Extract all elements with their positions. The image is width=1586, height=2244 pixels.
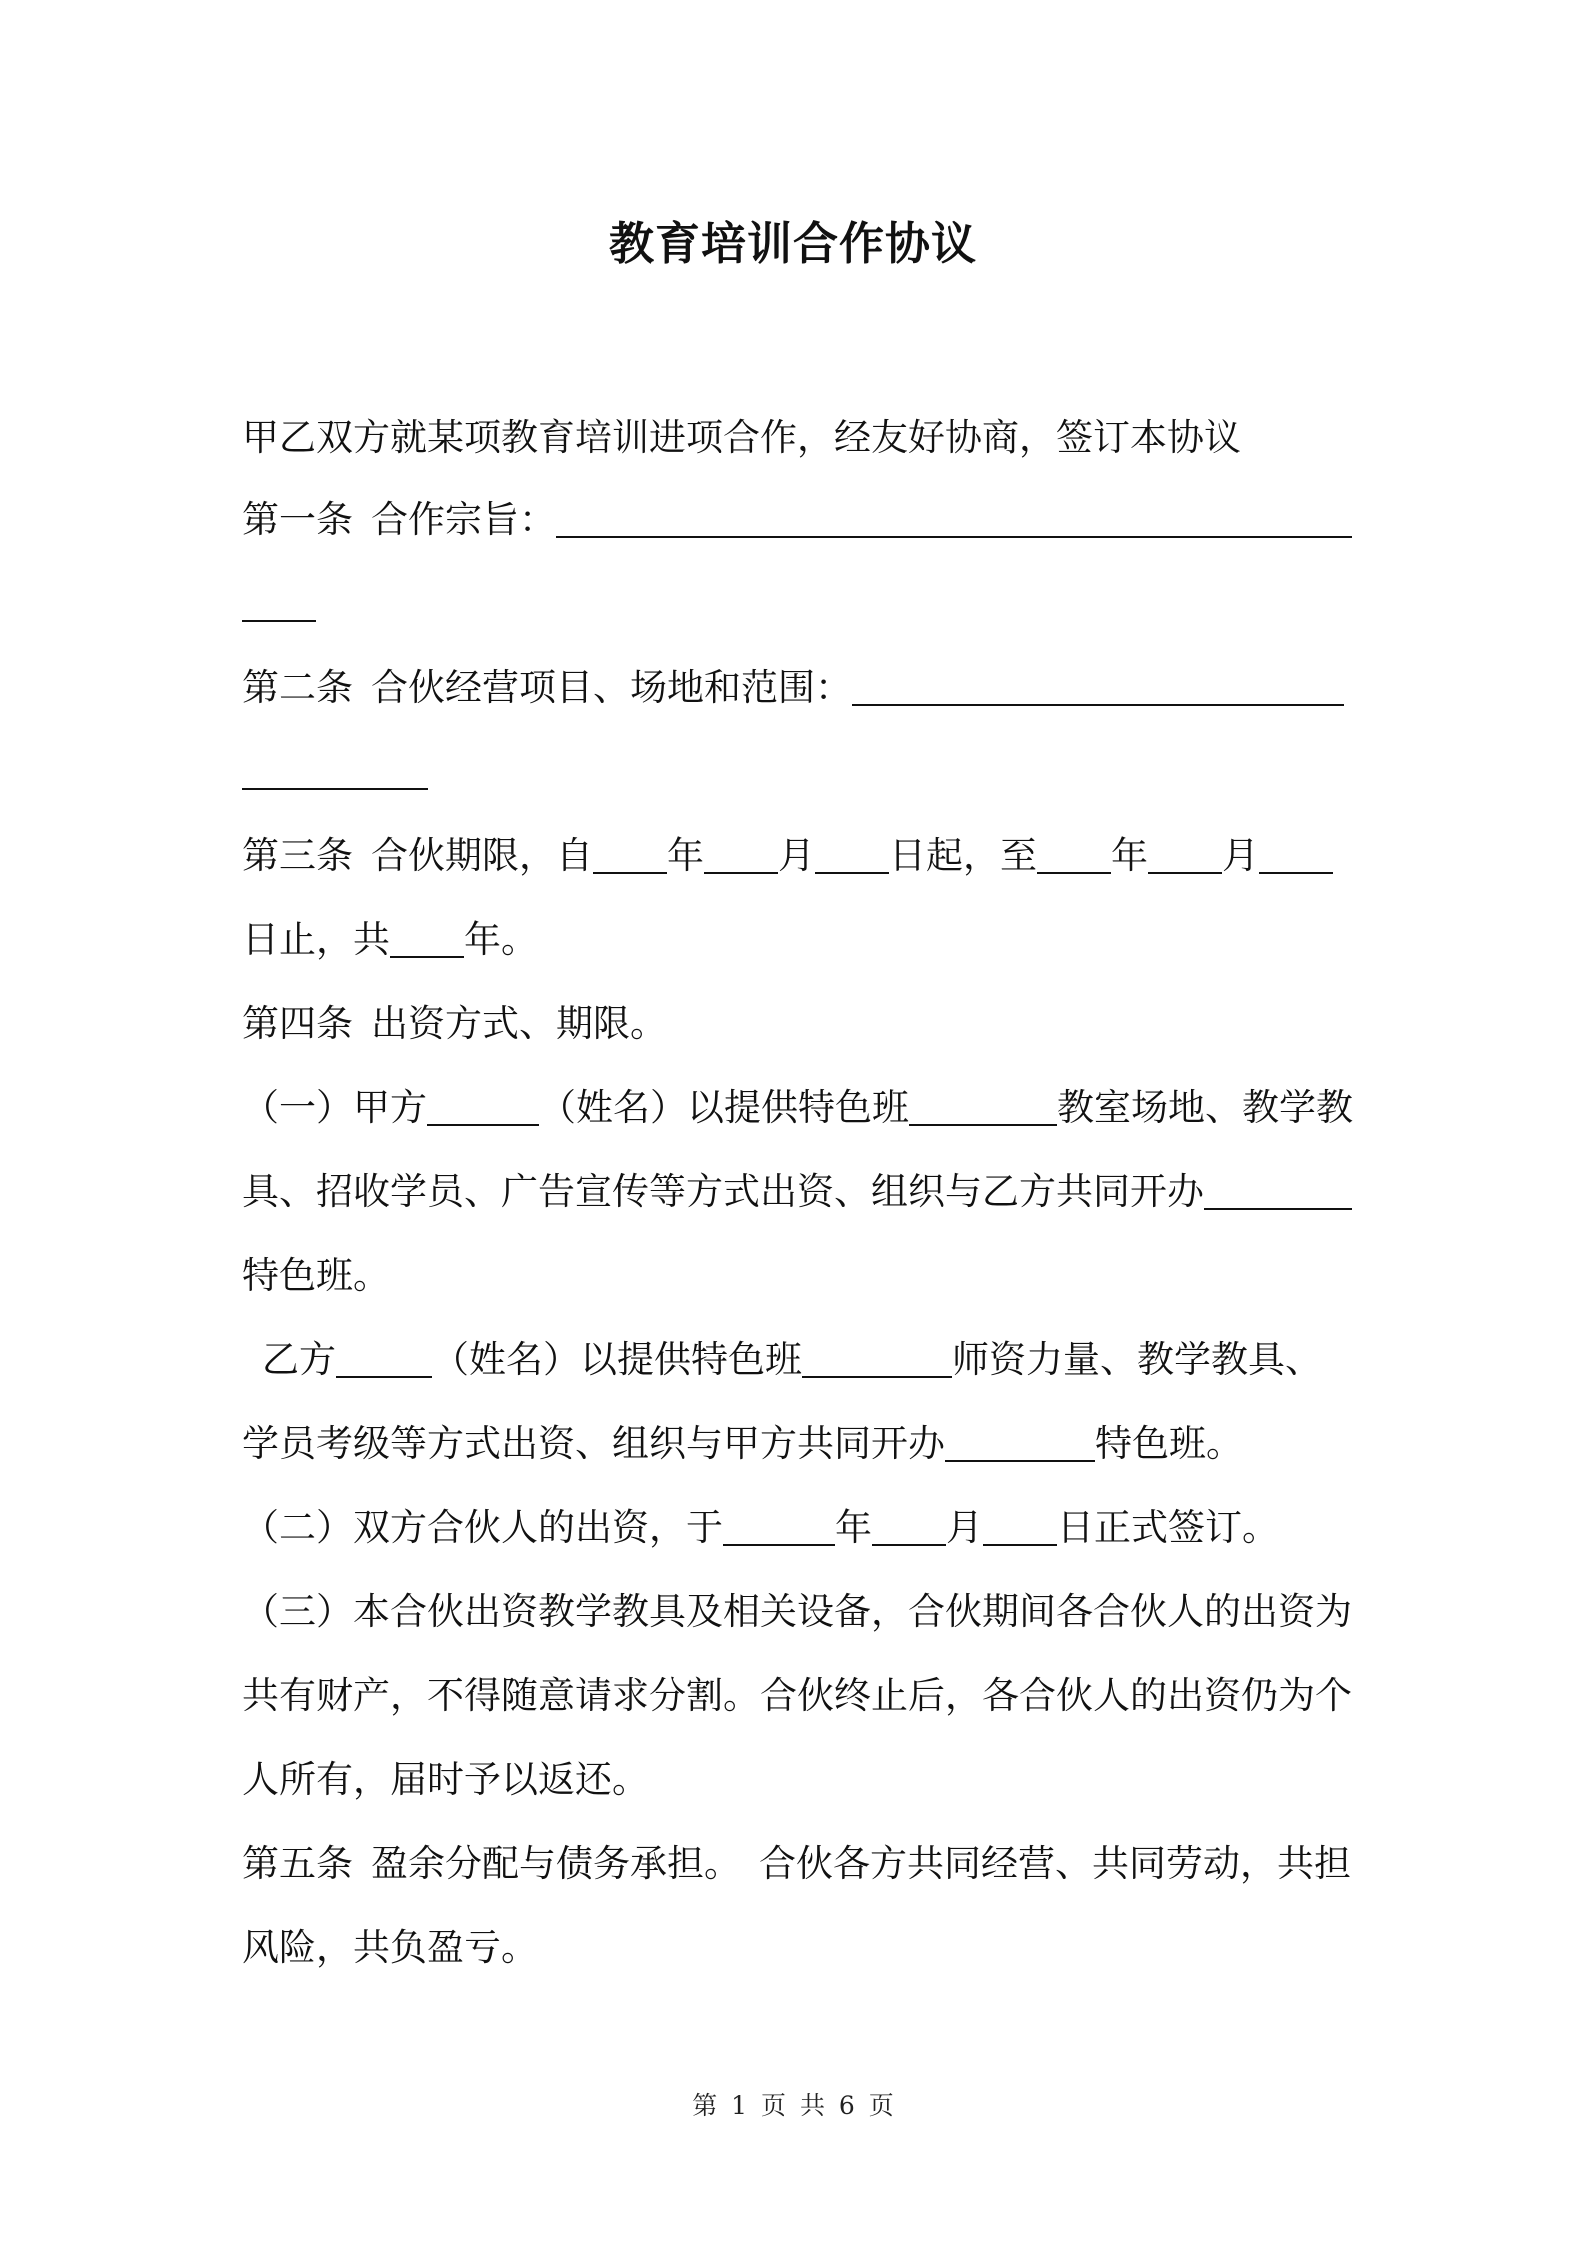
blank-line xyxy=(852,664,1344,706)
item-3-line-1: （三）本合伙出资教学教具及相关设备，合伙期间各合伙人的出资为 xyxy=(242,1590,1352,1633)
article-4-text: 出资方式、期限。 xyxy=(371,1002,667,1045)
total-pages-number: 6 xyxy=(838,2091,855,2120)
article-5-label: 第五条 xyxy=(242,1842,353,1885)
end-day-text: 日止，共 xyxy=(242,918,390,961)
blank-line xyxy=(704,832,778,874)
article-3 xyxy=(242,830,1362,882)
article-1-text: 合作宗旨： xyxy=(371,498,556,541)
blank-line xyxy=(1148,832,1222,874)
blank-line xyxy=(593,832,667,874)
blank-line xyxy=(1037,832,1111,874)
party-b-resources: 师资力量、教学教具、 xyxy=(952,1338,1322,1381)
article-4-party-b xyxy=(262,1334,1382,1386)
item-2-year: 年 xyxy=(835,1506,872,1549)
article-5-text-3: 风险，共负盈亏。 xyxy=(242,1926,538,1969)
item-3-line-3: 人所有，届时予以返还。 xyxy=(242,1758,649,1801)
article-2-text: 合伙经营项目、场地和范围： xyxy=(371,666,852,709)
blank-line xyxy=(983,1504,1057,1546)
party-b-name: （姓名）以提供特色班 xyxy=(432,1338,802,1381)
article-3-label: 第三条 xyxy=(242,834,353,877)
article-5-text-2: 合伙各方共同经营、共同劳动，共担 xyxy=(759,1842,1351,1885)
blank-line xyxy=(1259,832,1333,874)
article-4-item-1-line-3 xyxy=(242,1250,1362,1302)
article-3-continued xyxy=(242,914,1362,966)
blank-line xyxy=(945,1420,1095,1462)
article-4-item-1 xyxy=(242,1082,1362,1134)
month-label: 月 xyxy=(778,834,815,877)
article-4 xyxy=(242,998,1362,1050)
blank-line xyxy=(242,748,428,790)
party-b-end: 特色班。 xyxy=(1095,1422,1243,1465)
article-4-party-b-line-2 xyxy=(242,1418,1362,1470)
article-3-text: 合伙期限，自 xyxy=(371,834,593,877)
article-4-item-1-line-2 xyxy=(242,1166,1362,1218)
article-4-item-3 xyxy=(242,1586,1362,1638)
year-label: 年 xyxy=(1111,834,1148,877)
start-day-text: 日起，至 xyxy=(889,834,1037,877)
blank-line xyxy=(390,916,464,958)
item-1-lead: （一）甲方 xyxy=(242,1086,427,1129)
party-b-lead: 乙方 xyxy=(262,1338,336,1381)
article-5-continued xyxy=(242,1922,1362,1974)
item-3-line-2: 共有财产，不得随意请求分割。合伙终止后，各合伙人的出资仍为个 xyxy=(242,1674,1352,1717)
blank-line xyxy=(909,1084,1057,1126)
blank-line xyxy=(242,580,316,622)
article-1-continued xyxy=(242,578,1362,630)
article-4-item-3-line-2 xyxy=(242,1670,1362,1722)
page-mid: 页 共 xyxy=(761,2091,825,2120)
item-1-resources: 教室场地、教学教 xyxy=(1057,1086,1353,1129)
blank-line xyxy=(723,1504,835,1546)
article-2-label: 第二条 xyxy=(242,666,353,709)
intro-paragraph xyxy=(242,412,1362,464)
month-label: 月 xyxy=(1222,834,1259,877)
current-page-number: 1 xyxy=(731,2091,748,2120)
page-prefix: 第 xyxy=(692,2091,718,2120)
blank-line xyxy=(1204,1168,1352,1210)
blank-line xyxy=(815,832,889,874)
article-2-continued xyxy=(242,746,1362,798)
article-1-label: 第一条 xyxy=(242,498,353,541)
blank-line xyxy=(872,1504,946,1546)
article-4-label: 第四条 xyxy=(242,1002,353,1045)
blank-line xyxy=(802,1336,952,1378)
page-footer xyxy=(0,2088,1586,2124)
document-title: 教育培训合作协议 xyxy=(608,217,977,270)
article-5 xyxy=(242,1838,1362,1890)
year-label: 年 xyxy=(667,834,704,877)
article-1 xyxy=(242,494,1362,546)
item-1-name: （姓名）以提供特色班 xyxy=(539,1086,909,1129)
article-4-item-3-line-3 xyxy=(242,1754,1362,1806)
item-1-methods: 具、招收学员、广告宣传等方式出资、组织与乙方共同开办 xyxy=(242,1170,1204,1213)
party-b-methods: 学员考级等方式出资、组织与甲方共同开办 xyxy=(242,1422,945,1465)
article-2 xyxy=(242,662,1362,714)
article-4-item-2 xyxy=(242,1502,1362,1554)
article-5-text: 盈余分配与债务承担。 xyxy=(371,1842,741,1885)
blank-line xyxy=(336,1336,432,1378)
item-2-text: （二）双方合伙人的出资，于 xyxy=(242,1506,723,1549)
blank-line xyxy=(427,1084,539,1126)
blank-line xyxy=(556,496,1352,538)
intro-text: 甲乙双方就某项教育培训进项合作，经友好协商，签订本协议 xyxy=(242,416,1241,459)
page-suffix: 页 xyxy=(868,2091,894,2120)
item-2-day: 日正式签订。 xyxy=(1057,1506,1279,1549)
year-end-text: 年。 xyxy=(464,918,538,961)
item-1-end: 特色班。 xyxy=(242,1254,390,1297)
item-2-month: 月 xyxy=(946,1506,983,1549)
